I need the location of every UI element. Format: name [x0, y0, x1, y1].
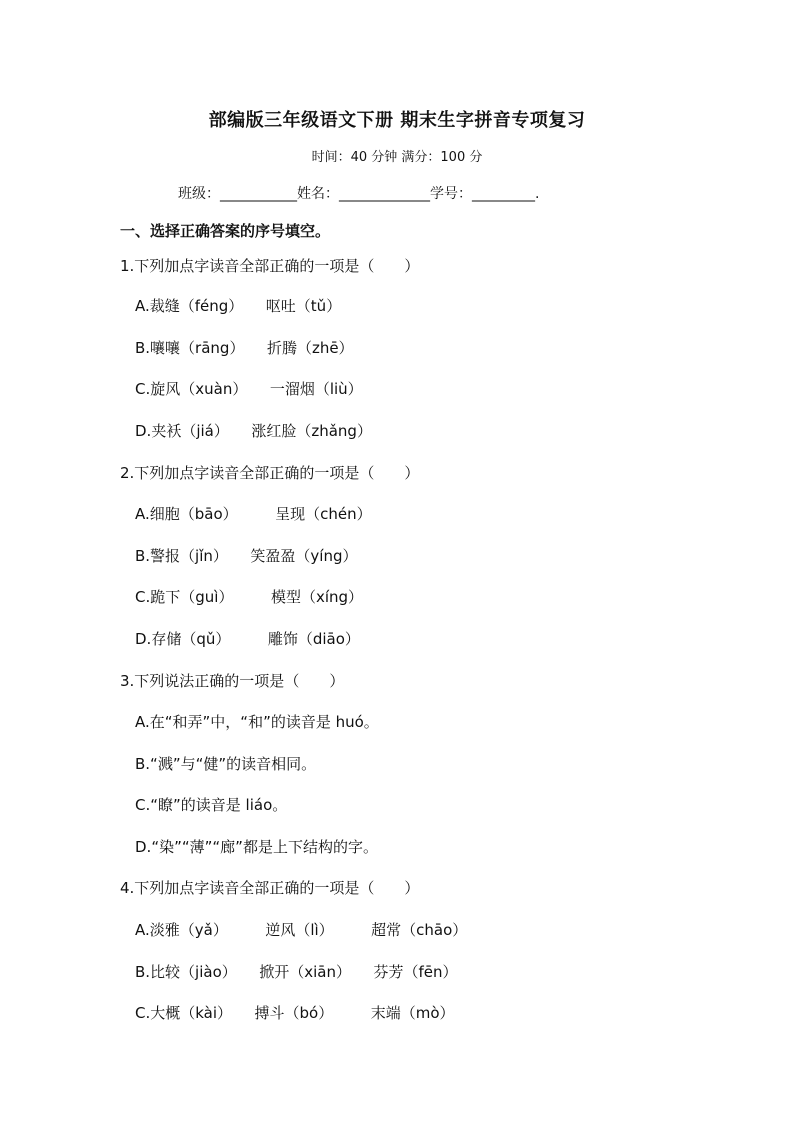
- question-option: A.裁缝（féng） 呕吐（tǔ）: [135, 297, 342, 315]
- question-stem: 2.下列加点字读音全部正确的一项是（ ）: [120, 464, 420, 482]
- page-subtitle: 时间：40 分钟 满分：100 分: [311, 150, 483, 165]
- class-label: 班级：: [178, 186, 220, 202]
- question-option: C.大概（kài） 搏斗（bó） 末端（mò）: [135, 1004, 455, 1022]
- id-label: 学号：: [430, 186, 472, 202]
- question-stem: 4.下列加点字读音全部正确的一项是（ ）: [120, 879, 420, 897]
- section-title: 一、选择正确答案的序号填空。: [120, 222, 331, 240]
- question-option: A.在“和弄”中，“和”的读音是 huó。: [135, 713, 379, 731]
- name-label: 姓名：: [297, 186, 339, 202]
- question-option: C.旋风（xuàn） 一溜烟（liù）: [135, 380, 363, 398]
- question-option: B.警报（jǐn） 笑盈盈（yíng）: [135, 547, 358, 565]
- question-option: C.跪下（guì） 模型（xíng）: [135, 588, 364, 606]
- question-option: A.细胞（bāo） 呈现（chén）: [135, 505, 372, 523]
- question-option: D.夹袄（jiá） 涨红脸（zhǎng）: [135, 422, 372, 440]
- question-stem: 3.下列说法正确的一项是（ ）: [120, 672, 345, 690]
- question-option: D.“染”“薄”“廊”都是上下结构的字。: [135, 838, 378, 856]
- question-option: C.“瞭”的读音是 liáo。: [135, 796, 288, 814]
- question-option: D.存储（qǔ） 雕饰（diāo）: [135, 630, 360, 648]
- question-option: B.比较（jiào） 掀开（xiān） 芬芳（fēn）: [135, 963, 458, 981]
- name-blank: _____________: [339, 186, 430, 202]
- question-stem: 1.下列加点字读音全部正确的一项是（ ）: [120, 257, 420, 275]
- student-info-line: [178, 183, 539, 203]
- question-option: A.淡雅（yǎ） 逆风（lì） 超常（chāo）: [135, 921, 468, 939]
- class-blank: ___________: [220, 186, 297, 202]
- id-blank: _________.: [472, 186, 540, 202]
- page-title: 部编版三年级语文下册 期末生字拼音专项复习: [208, 110, 586, 131]
- question-option: B.嚷嚷（rāng） 折腾（zhē）: [135, 339, 354, 357]
- question-option: B.“溅”与“健”的读音相同。: [135, 755, 317, 773]
